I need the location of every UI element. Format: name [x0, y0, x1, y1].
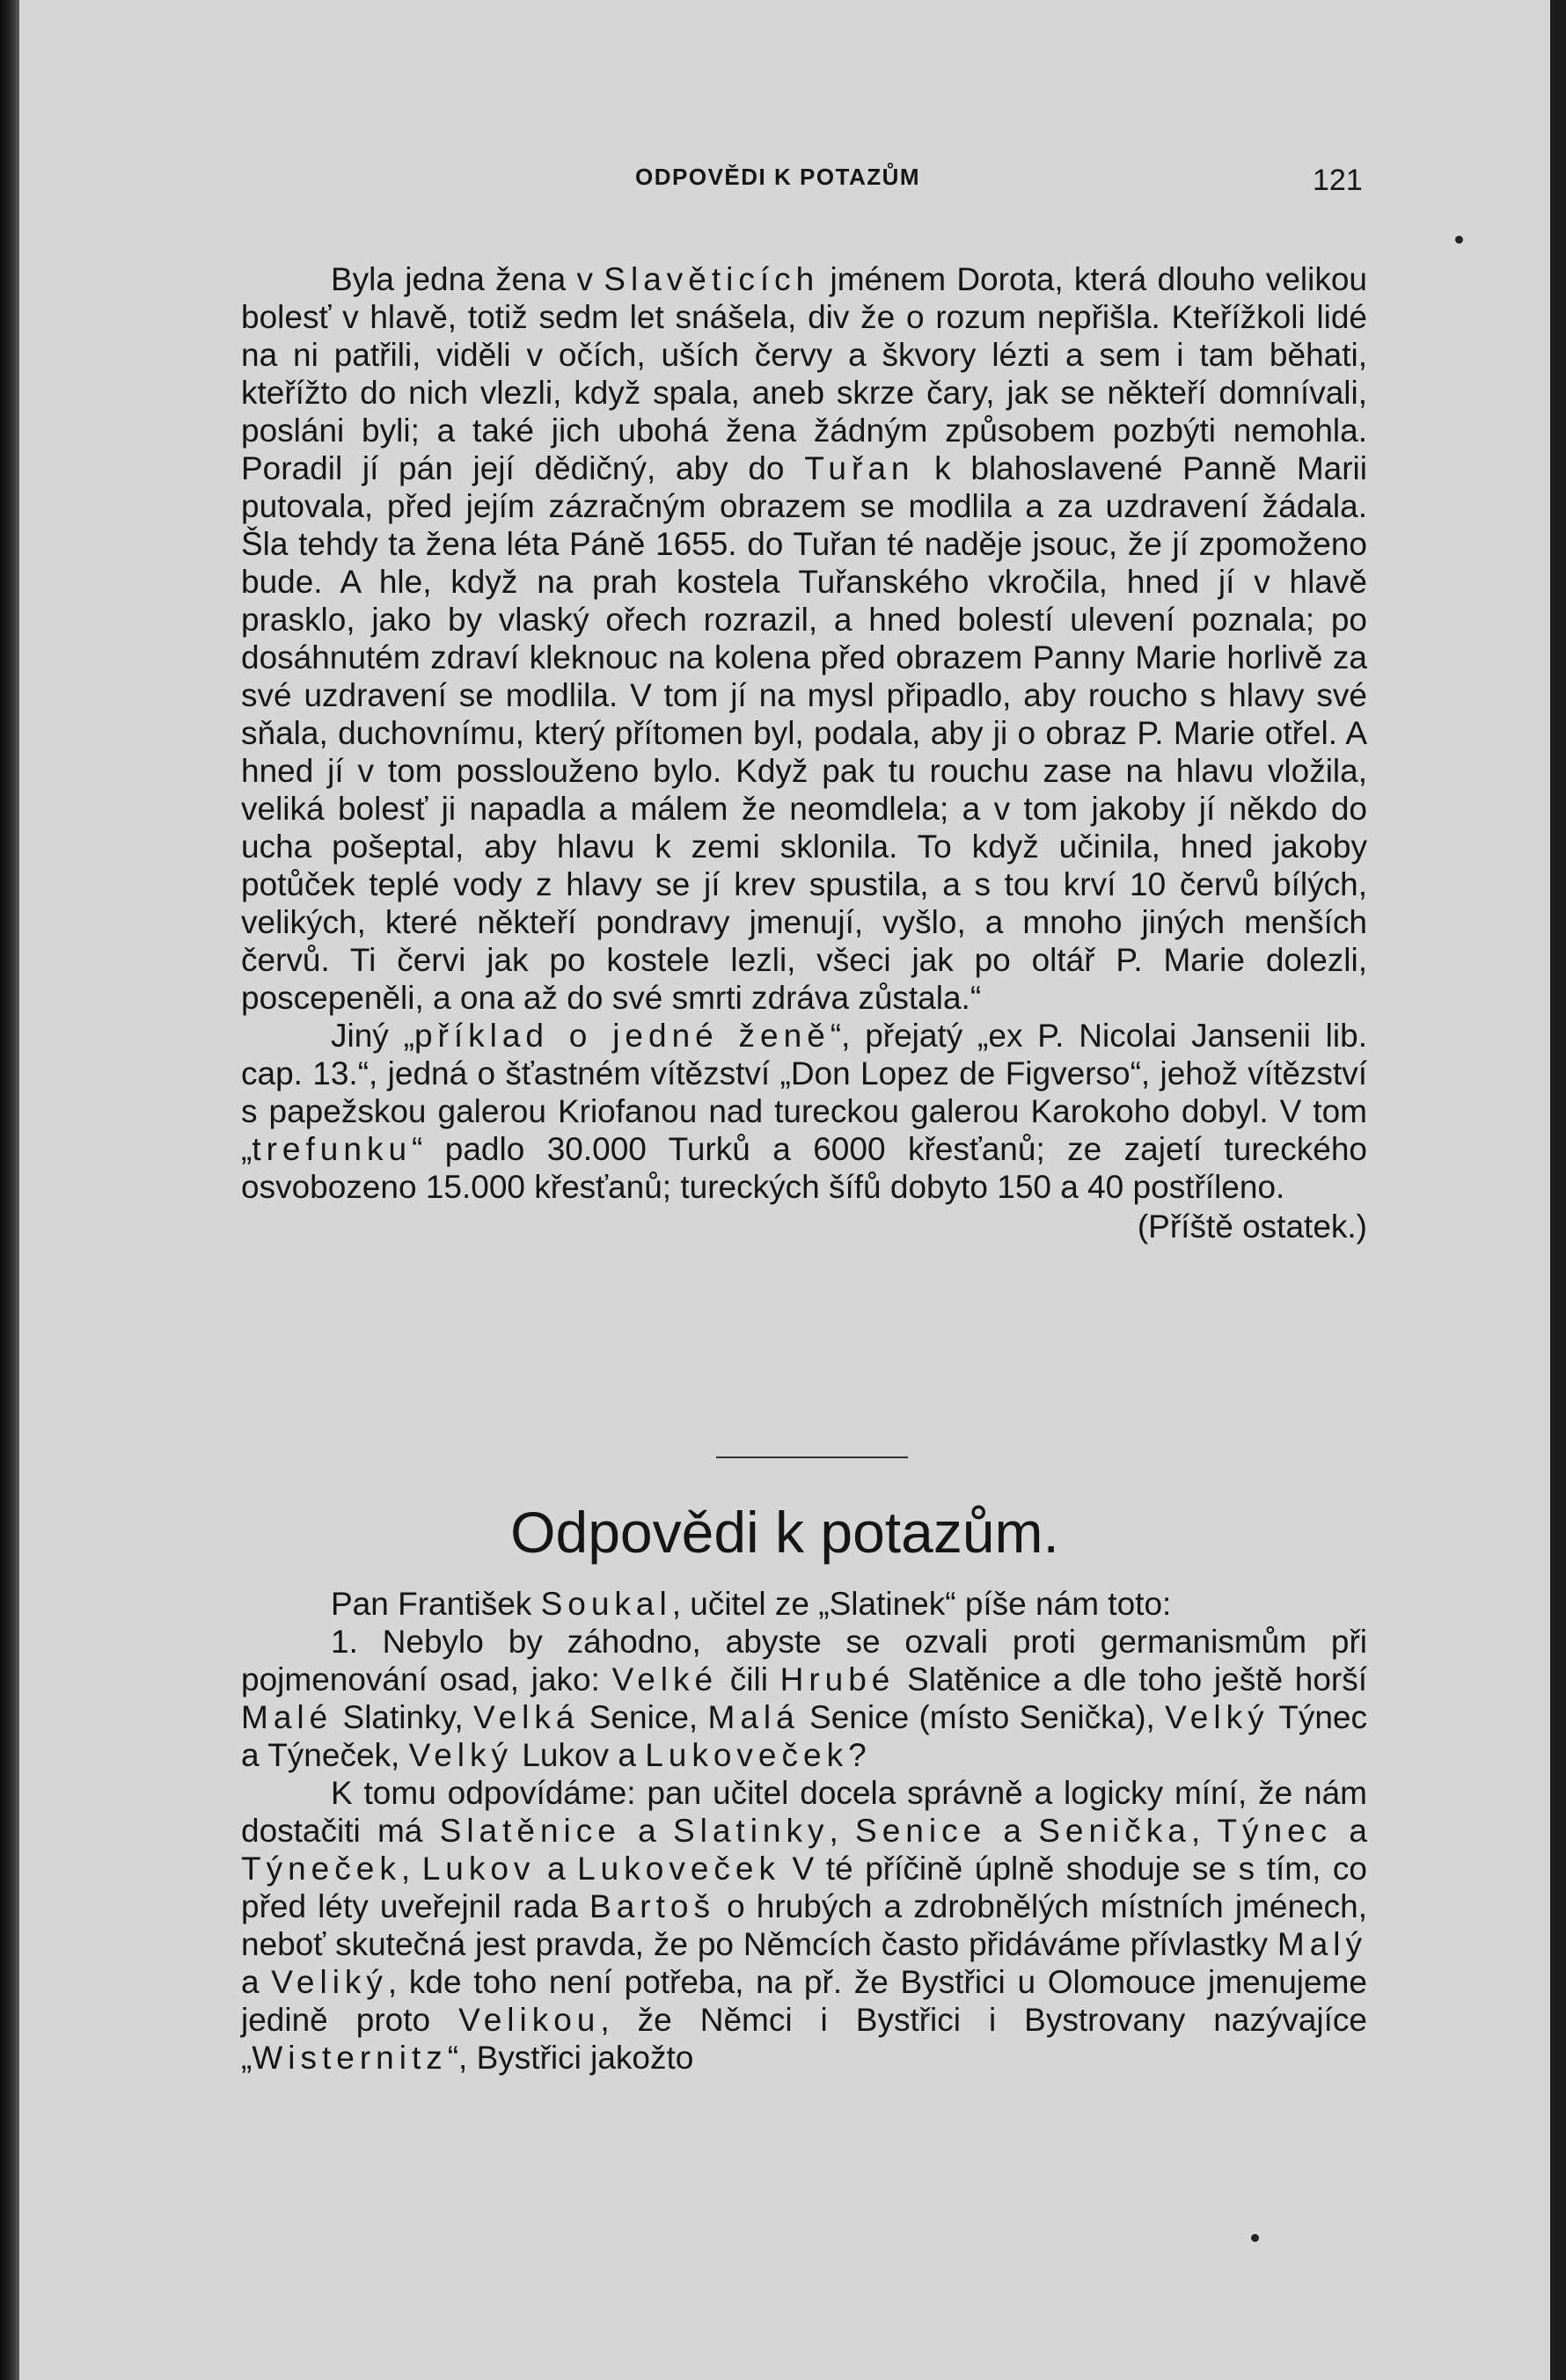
text-run: , učitel ze „Slatinek“ píše nám toto:	[671, 1586, 1172, 1622]
text-run: ?	[848, 1737, 867, 1773]
text-run: Slatěnice a dle toho ještě horší	[895, 1661, 1368, 1697]
text-run: Lukov	[421, 1851, 536, 1887]
text-run: Týneček	[241, 1851, 401, 1887]
text-run: Senice	[855, 1813, 987, 1849]
text-run: Týnec	[1217, 1813, 1333, 1849]
text-run: “, přejatý „ex P. Nicolai Jansenii lib. cap. 13.“, jedná o šťastném vítězství „Don Lopez de Figverso“, jehož vítězství s papežskou galerou Kriofanou nad tureckou galerou Karokoho dobyl. V tom „	[241, 1018, 1367, 1167]
text-run: Slatěnice	[439, 1813, 621, 1849]
text-run: , že Němci i Bystřici i Bystrovany nazývajíce „	[241, 2002, 1368, 2076]
section-divider	[716, 1456, 908, 1458]
text-run: a	[986, 1813, 1039, 1849]
text-run: Veliký	[271, 1964, 388, 2000]
text-run: Slatinky	[672, 1813, 830, 1849]
text-run: 1. Nebylo by záhodno, abyste se ozvali proti germanismům při pojmenování osad, jako:	[241, 1624, 1367, 1697]
text-run: Tuřan	[804, 450, 915, 486]
text-run: ,	[400, 1851, 422, 1887]
text-run: Pan František	[331, 1586, 541, 1622]
text-run: a	[241, 1964, 272, 2000]
text-run: Malý	[1277, 1926, 1367, 1962]
closing-note: (Příště ostatek.)	[1137, 1208, 1367, 1245]
text-run: Soukal	[540, 1586, 672, 1622]
text-run: ,	[1190, 1813, 1218, 1849]
text-run: Lukov a	[513, 1737, 646, 1773]
text-run: Velká	[472, 1699, 580, 1735]
print-speck	[1251, 2234, 1259, 2242]
print-speck	[1455, 236, 1463, 244]
story-text	[241, 260, 1367, 1245]
text-run: Velikou	[458, 2002, 601, 2038]
text-run: ,	[829, 1813, 856, 1849]
running-head	[19, 164, 1550, 199]
text-run: o hrubých a zdrobnělých místních jménech, neboť skutečná jest pravda, že po Němcích často přidáváme přívlastky	[241, 1888, 1367, 1962]
text-run: Wisternitz	[252, 2040, 448, 2076]
text-run: Senice,	[579, 1699, 708, 1735]
text-run: Hrubé	[779, 1661, 896, 1697]
text-run: Lukoveček	[645, 1737, 849, 1773]
section-paragraph	[241, 1623, 1367, 1774]
text-run: Slavěticích	[604, 261, 820, 297]
book-page	[19, 0, 1550, 2380]
running-title: ODPOVĚDI K POTAZŮM	[635, 164, 921, 190]
section-paragraph	[241, 1585, 1367, 1623]
text-run: Bartoš	[589, 1888, 715, 1924]
text-run: Velké	[611, 1661, 719, 1697]
text-run: a	[535, 1851, 578, 1887]
text-run: Senice (místo Senička),	[799, 1699, 1166, 1735]
text-run: Byla jedna žena v	[331, 261, 604, 297]
text-run: čili	[718, 1661, 780, 1697]
text-run: Jiný „	[331, 1018, 414, 1054]
story-paragraph	[241, 260, 1367, 1017]
binding-edge	[0, 0, 19, 2380]
text-run: Týnec a Týneček,	[241, 1699, 1368, 1773]
text-run: Senička	[1038, 1813, 1191, 1849]
text-run: a	[620, 1813, 673, 1849]
text-run: K tomu odpovídáme: pan učitel docela správně a logicky míní, že nám dostačiti má	[241, 1775, 1367, 1849]
section-heading: Odpovědi k potazům.	[510, 1500, 1059, 1565]
text-run: Velký	[408, 1737, 514, 1773]
text-run: Lukoveček	[577, 1851, 780, 1887]
text-run: příklad o jedné ženě	[413, 1018, 831, 1054]
text-run: trefunku	[252, 1131, 413, 1167]
text-run: a	[1332, 1813, 1368, 1849]
text-run: “, Bystřici jakožto	[447, 2040, 694, 2076]
page-number: 121	[1313, 164, 1363, 197]
text-run: Malá	[707, 1699, 800, 1735]
text-run: V té příčině úplně shoduje se s tím, co před léty uveřejnil rada	[241, 1851, 1368, 1924]
text-run: Velký	[1165, 1699, 1270, 1735]
section-text	[241, 1585, 1367, 2077]
text-run: Malé	[241, 1699, 333, 1735]
text-run: Slatinky,	[333, 1699, 473, 1735]
section-paragraph	[241, 1774, 1367, 2077]
text-run: , kde toho není potřeba, na př. že Bystřici u Olomouce jmenujeme jedině proto	[241, 1964, 1367, 2038]
text-run: k blahoslavené Panně Marii putovala, před jejím zázračným obrazem se modlila a za uzdravení žádala. Šla tehdy ta žena léta Páně 1655. do Tuřan té naděje jsouc, že jí zpomoženo bude. A hle, když na prah kostela Tuřanského vkročila, hned jí v hlavě prasklo, jako by vlaský ořech rozrazil, a hned bolestí ulevení poznala; po dosáhnutém zdraví kleknouc na kolena před obrazem Panny Marie horlivě za své uzdravení se modlila. V tom jí na mysl připadlo, aby roucho s hlavy své sňala, duchovnímu, který přítomen byl, podala, aby ji o obraz P. Marie otřel. A hned jí v tom posslouženo bylo. Když pak tu rouchu zase na hlavu vložila, veliká bolesť ji napadla a málem že neomdlela; a v tom jakoby jí někdo do ucha pošeptal, aby hlavu k zemi sklonila. To když učinila, hned jakoby potůček teplé vody z hlavy se jí krev spustila, a s tou krví 10 červů bílých, velikých, které někteří pondravy jmenují, vyšlo, a mnoho jiných menších červů. Ti červi jak po kostele lezli, všeci jak po oltář P. Marie dolezli, poscepeněli, a ona až do své smrti zdráva zůstala.“	[241, 450, 1367, 1016]
text-run: “ padlo 30.000 Turků a 6000 křesťanů; ze zajetí tureckého osvobozeno 15.000 křesťanů; tureckých šífů dobyto 150 a 40 postříleno.	[241, 1131, 1367, 1205]
text-run: jménem Dorota, která dlouho velikou bolesť v hlavě, totiž sedm let snášela, div že o rozum nepřišla. Kteřížkoli lidé na ni patřili, viděli v očích, uších červy a škvory lézti a sem i tam běhati, kteřížto do nich vlezli, když spala, aneb skrze čary, jak se někteří domnívali, posláni byli; a také jich ubohá žena žádným způsobem pozbýti nemohla. Poradil jí pán její dědičný, aby do	[241, 261, 1367, 486]
story-paragraph	[241, 1017, 1367, 1206]
